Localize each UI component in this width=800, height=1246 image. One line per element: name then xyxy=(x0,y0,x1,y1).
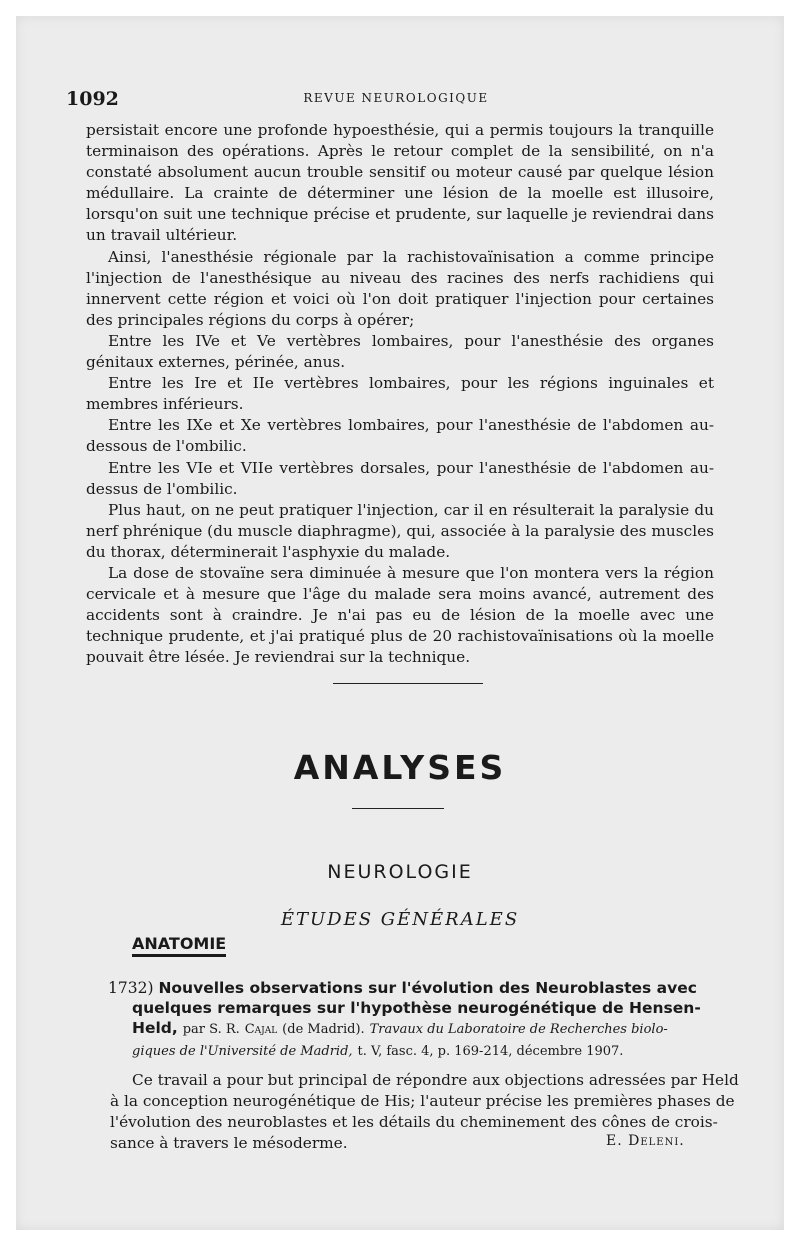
paragraph: Entre les IXe et Xe vertèbres lombaires, pour l'anesthésie de l'abdomen au-dessous de l'ombilic. xyxy=(86,416,714,456)
paragraph: Entre les VIe et VIIe vertèbres dorsales, pour l'anesthésie de l'abdomen au-dessus de l'ombilic. xyxy=(86,458,714,498)
summary-line: sance à travers le mésoderme. xyxy=(110,1134,348,1152)
running-head xyxy=(66,88,726,110)
journal-title: giques de l'Université de Madrid, xyxy=(132,1044,353,1059)
journal-name: REVUE NEUROLOGIQUE xyxy=(303,91,489,105)
page-number: 1092 xyxy=(66,88,119,110)
section-divider xyxy=(333,683,483,684)
paragraph: Entre les Ire et IIe vertèbres lombaires, pour les régions inguinales et membres inférieurs. xyxy=(86,374,714,414)
signature-name: Deleni. xyxy=(628,1133,685,1149)
article-title-line xyxy=(108,998,730,1018)
section-heading: NEUROLOGIE xyxy=(327,861,473,883)
article-title-part: Held, xyxy=(132,1019,178,1037)
paragraph: persistait encore une profonde hypoesthésie, qui a permis toujours la tranquille terminaison des opérations. Après le retour complet de la sensibilité, on n'a constaté absolument aucun trouble sensitif ou moteur causé par quelque lésion médullaire. La crainte de déterminer une lésion de la moelle est illusoire, lorsqu'on suit une technique précise et prudente, sur laquelle je reviendrai dans un travail ultérieur. xyxy=(86,121,714,245)
article-number: 1732) xyxy=(108,979,154,997)
main-section-title: ANALYSES xyxy=(293,748,507,787)
paragraph: Entre les IVe et Ve vertèbres lombaires, pour l'anesthésie des organes génitaux externes, périnée, anus. xyxy=(86,331,714,372)
summary-line: Ce travail a pour but principal de répondre aux objections adressées par Held xyxy=(132,1071,739,1089)
signature-initial: E. xyxy=(606,1133,623,1149)
paragraph: La dose de stovaïne sera diminuée à mesure que l'on montera vers la région cervicale et à mesure que l'âge du malade sera moins avancé, autrement des accidents sont à craindre. Je n'ai pas eu de lésion de la moelle avec une technique prudente, et j'ai pratiqué plus de 20 rachistovaïnisations où la moelle pouvait être lésée. Je reviendrai sur la technique. xyxy=(86,563,714,667)
summary-line: l'évolution des neuroblastes et les détails du cheminement des cônes de crois- xyxy=(110,1113,718,1131)
author-name: Cajal xyxy=(244,1022,278,1037)
article-title-line xyxy=(108,978,730,998)
body-text xyxy=(86,120,714,668)
paragraph: Ainsi, l'anesthésie régionale par la rachistovaïnisation a comme principe l'injection de l'anesthésique au niveau des racines des nerfs rachidiens qui innervent cette région et voici où l'on doit pratiquer l'injection pour certaines des principales régions du corps à opérer; xyxy=(86,247,714,329)
title-underline xyxy=(352,808,444,809)
journal-title: Travaux du Laboratoire de Recherches biolo- xyxy=(369,1022,668,1037)
article-title-line xyxy=(108,1018,730,1040)
summary-line: à la conception neurogénétique de His; l'auteur précise les premières phases de xyxy=(110,1092,735,1110)
author-suffix: (de Madrid). xyxy=(282,1022,365,1037)
reviewer-signature xyxy=(606,1133,685,1149)
article-entry xyxy=(108,978,730,1062)
article-citation-line xyxy=(108,1040,730,1062)
citation-details: t. V, fasc. 4, p. 169-214, décembre 1907. xyxy=(357,1044,624,1059)
category-heading: ANATOMIE xyxy=(132,934,226,957)
paragraph: Plus haut, on ne peut pratiquer l'injection, car il en résulterait la paralysie du nerf phrénique (du muscle diaphragme), qui, associée à la paralysie des muscles du thorax, déterminerait l'asphyxie du malade. xyxy=(86,500,714,561)
article-title-part: Nouvelles observations sur l'évolution des Neuroblastes avec xyxy=(158,979,697,997)
article-title-part: quelques remarques sur l'hypothèse neurogénétique de Hensen- xyxy=(132,999,701,1017)
author-prefix: par S. R. xyxy=(182,1022,240,1037)
subsection-heading: ÉTUDES GÉNÉRALES xyxy=(280,909,520,930)
